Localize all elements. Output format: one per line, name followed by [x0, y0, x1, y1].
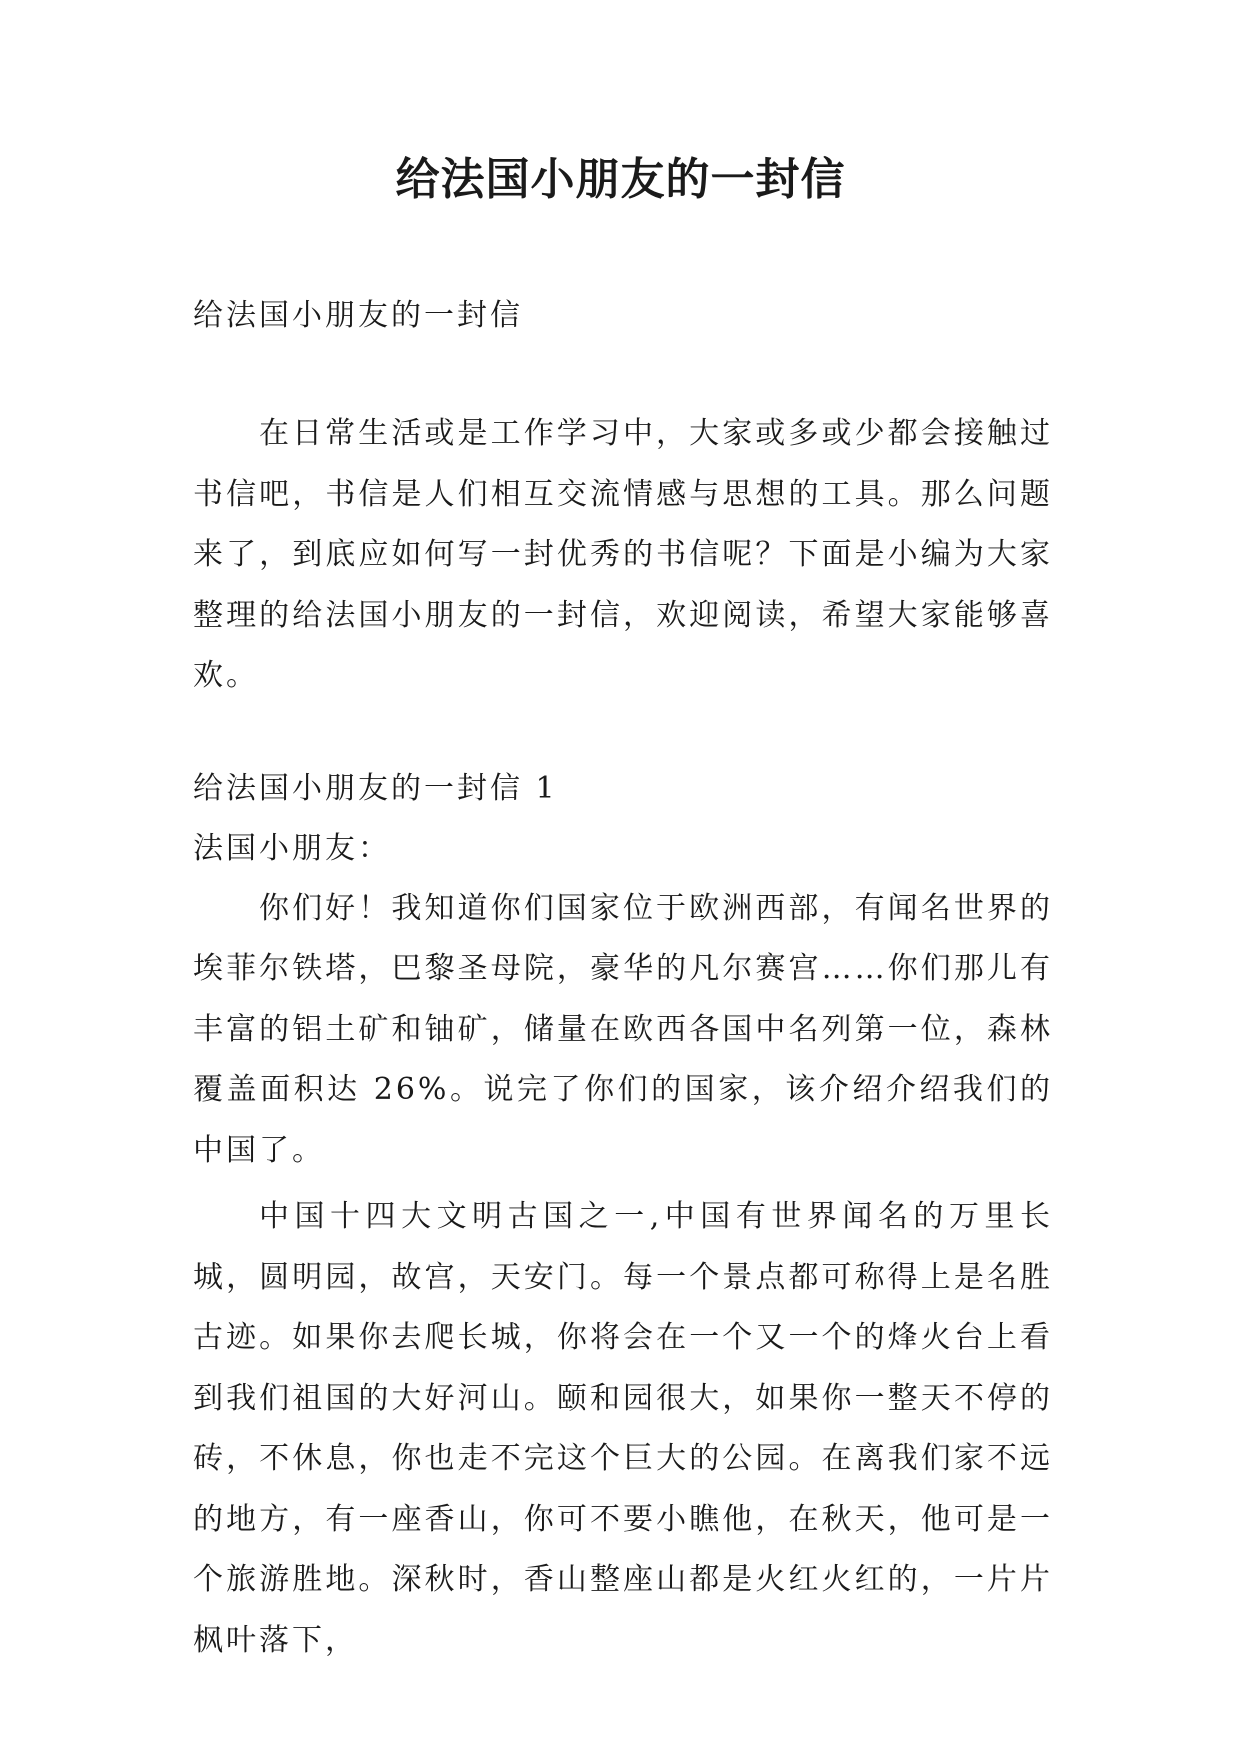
section-heading: 给法国小朋友的一封信 1 [193, 770, 558, 806]
document-body [193, 286, 1053, 1671]
body-paragraph-2: 中国十四大文明古国之一,中国有世界闻名的万里长城，圆明园，故宫，天安门。每一个景点都可称得上是名胜古迹。如果你去爬长城，你将会在一个又一个的烽火台上看到我们祖国的大好河山。颐和园很大，如果你一整天不停的砖，不休息，你也走不完这个巨大的公园。在离我们家不远的地方，有一座香山，你可不要小瞧他，在秋天，他可是一个旅游胜地。深秋时，香山整座山都是火红火红的，一片片枫叶落下， [193, 1199, 1053, 1658]
document-title: 给法国小朋友的一封信 [395, 154, 846, 205]
document-subtitle: 给法国小朋友的一封信 [193, 298, 523, 333]
intro-paragraph: 在日常生活或是工作学习中，大家或多或少都会接触过书信吧，书信是人们相互交流情感与思想的工具。那么问题来了，到底应如何写一封优秀的书信呢？下面是小编为大家整理的给法国小朋友的一封信，欢迎阅读，希望大家能够喜欢。 [193, 416, 1053, 693]
salutation: 法国小朋友： [193, 830, 391, 866]
body-paragraph-1: 你们好！我知道你们国家位于欧洲西部，有闻名世界的埃菲尔铁塔，巴黎圣母院，豪华的凡尔赛宫……你们那儿有丰富的铝土矿和铀矿，储量在欧西各国中名列第一位，森林覆盖面积达 26%。说完了你们的国家，该介绍介绍我们的中国了。 [193, 890, 1053, 1168]
